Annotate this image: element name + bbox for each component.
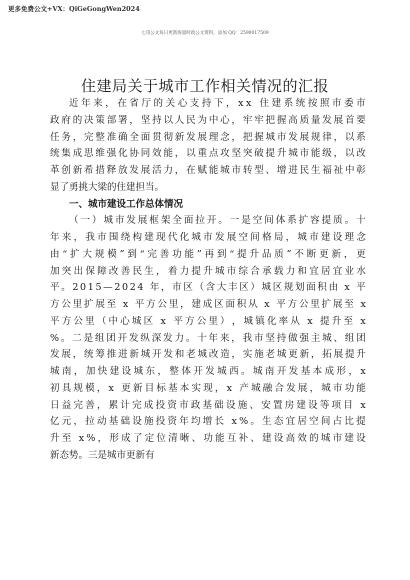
- paragraph-line: % 。 二 是 组 团 开 发 纵 深 发 力 。 十 年 来 ， 我 市 坚 持 做 强 主 城 、 组 团: [50, 332, 366, 344]
- promo-header-text: 更多免费公文+VX：QiGeGongWen2024: [8, 5, 140, 13]
- paragraph-line: 政 府 的 决 策 部 署 ， 坚 持 以 人 民 为 中 心 ， 牢 牢 把 握 高 质 量 发 展 首 要: [50, 114, 366, 126]
- paragraph-line: （ 一 ） 城 市 发 展 框 架 全 面 拉 开 。 一 是 空 间 体 系 扩 容 提 质 。 十: [69, 215, 366, 227]
- paragraph-line: 任 务 ， 完 整 准 确 全 面 贯 彻 新 发 展 理 念 ， 把 握 城 市 发 展 规 律 ， 以 系: [50, 131, 366, 143]
- paragraph-line: 由 “ 扩 大 规 模 ” 到 “ 完 善 功 能 ” 再 到 “ 提 升 品 质 ” 不 断 更 新 ， 更: [50, 248, 366, 260]
- paragraph-line: 统 集 成 思 维 强 化 协 同 效 能 ， 以 重 点 攻 坚 突 破 提 升 城 市 能 级 ， 以 改: [50, 148, 366, 160]
- paragraph-line: 初 具 规 模 ， x 更 新 目 标 基 本 实 现 ， x 产 城 融 合 发 展 ， 城 市 功 能: [50, 382, 366, 394]
- paragraph-line: 显了勇挑大梁的住建担当。: [50, 181, 165, 193]
- paragraph-line: 加 突 出 保 障 改 善 民 生 ， 着 力 提 升 城 市 综 合 承 载 力 和 宜 居 宜 业 水: [50, 265, 366, 277]
- paragraph-line: 方 公 里 扩 展 至 x 平 方 公 里 ， 建 成 区 面 积 从 x 平 方 公 里 扩 展 至 x: [50, 299, 366, 310]
- paragraph-line: 亿 元 ， 拉 动 基 础 设 施 投 资 年 均 增 长 x % 。 生 态 宜 居 空 间 占 比 提: [50, 416, 366, 428]
- promo-subheader-text: 七哥公文每日更新海量时政公文资料，添加 QQ：2590017509: [141, 31, 269, 36]
- section-heading: 一、城市建设工作总体情况: [69, 198, 184, 210]
- document-body: [50, 96, 366, 465]
- paragraph-line: 升 至 x % ， 形 成 了 定 位 清 晰 、 功 能 互 补 、 建 设 高 效 的 城 市 建 设: [50, 433, 366, 444]
- paragraph-line: 平 方 公 里 （ 中 心 城 区 x 平 方 公 里 ） ， 城 镇 化 率 从 x 提 升 至 x: [50, 315, 366, 327]
- paragraph-line: 发 展 ， 统 筹 推 进 新 城 开 发 和 老 城 改 造 ， 实 施 老 城 更 新 ， 拓 展 提 升: [50, 349, 366, 361]
- paragraph-line: 平 。 2 0 1 5 — 2 0 2 4 年 ， 市 区 （ 含 大 丰 区 ） 城 区 规 划 面 积 由 x 平: [50, 282, 366, 294]
- document-title: 住建局关于城市工作相关情况的汇报: [80, 77, 329, 95]
- paragraph-line: 城 南 ， 加 快 建 设 城 东 ， 整 体 开 发 城 西 。 城 南 开 发 基 本 成 形 ， x: [50, 366, 366, 377]
- paragraph-line: 日 益 完 善 ， 累 计 完 成 投 资 市 政 基 础 设 施 、 安 置 房 建 设 等 项 目 x: [50, 399, 366, 411]
- paragraph-line: 新态势。三是城市更新有: [50, 449, 155, 461]
- paragraph-line: 近 年 来 ， 在 省 厅 的 关 心 支 持 下 ， x x 住 建 系 统 按 照 市 委 市: [69, 98, 366, 109]
- paragraph-line: 年 来 ， 我 市 围 绕 构 建 现 代 化 城 市 发 展 空 间 格 局 ， 城 市 建 设 理 念: [50, 232, 366, 243]
- paragraph-line: 革 创 新 希 措 释 放 发 展 活 力 ， 在 赋 能 城 市 转 型 、 增 进 民 生 福 祉 中 彰: [50, 165, 366, 176]
